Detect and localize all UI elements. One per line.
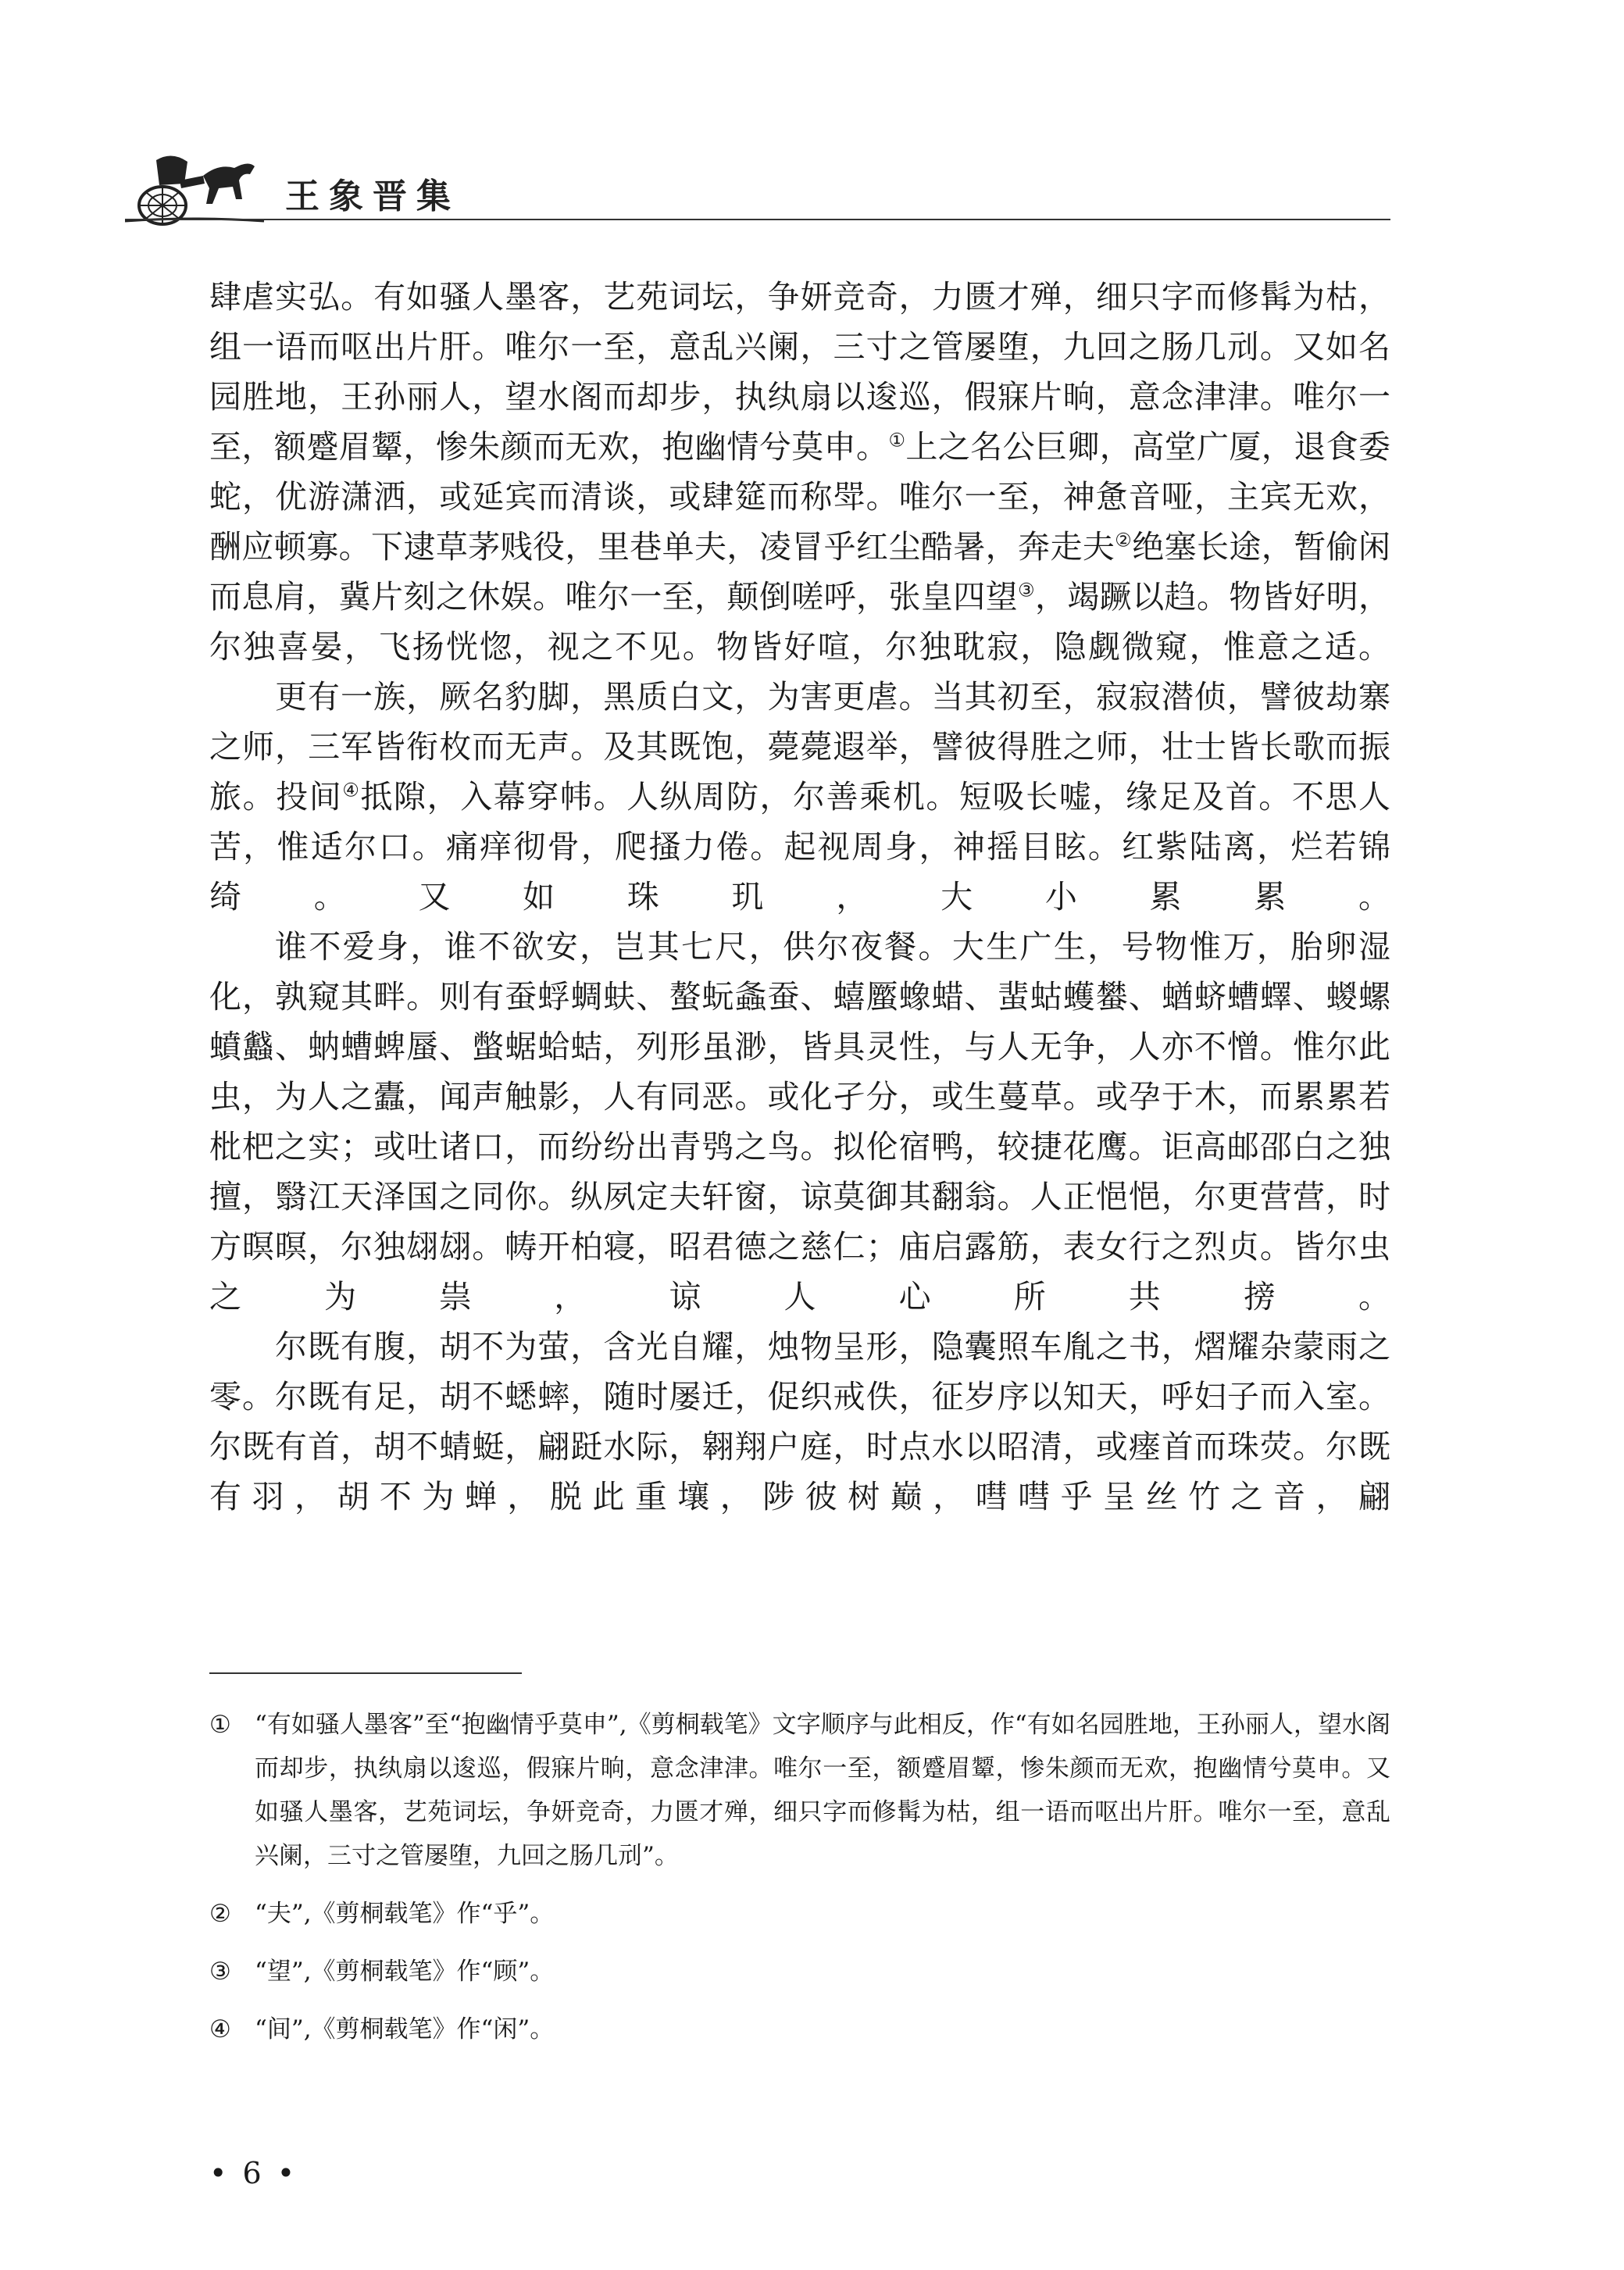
- paragraph-2: [209, 672, 1390, 922]
- footnotes: [209, 1703, 1390, 2065]
- footnote-text: “有如骚人墨客”至“抱幽情乎莫申”,《剪桐载笔》文字顺序与此相反，作“有如名园胜地，王孙丽人，望水阁而却步，执纨扇以逡巡，假寐片晌，意念津津。唯尔一至，额蹙眉颦，惨朱颜而无欢，抱幽情兮莫申。又如骚人墨客，艺苑词坛，争妍竞奇，力匮才殚，细只字而修髯为枯，组一语而呕出片肝。唯尔一至，意乱兴阑，三寸之管屡堕，九回之肠几刓”。: [255, 1711, 1390, 1870]
- page-number: • 6 •: [209, 2156, 298, 2190]
- horse-chariot-icon: [125, 145, 266, 230]
- footnote-rule: [209, 1672, 522, 1674]
- footnote-number: ④: [209, 2015, 231, 2043]
- footnote-number: ①: [209, 1711, 231, 1739]
- paragraph-1-text-d: ，竭蹶以趋。物皆好明，尔独喜晏，飞扬恍惚，视之不见。物皆好喧，尔独耽寂，隐觑微窥，惟意之适。: [209, 578, 1391, 666]
- paragraph-2-text: 更有一族，厥名豹脚，黑质白文，为害更虐。当其初至，寂寂潜侦，譬彼劫寨之师，三军皆衔枚而无声。及其既饱，薨薨遐举，譬彼得胜之师，壮士皆长歌而振旅。投间: [209, 678, 1390, 816]
- paragraph-4: 尔既有腹，胡不为萤，含光自耀，烛物呈形，隐囊照车胤之书，熠耀杂蒙雨之零。尔既有足，胡不蟋蟀，随时屡迁，促织戒佚，征岁序以知天，呼妇子而入室。尔既有首，胡不蜻蜓，翩跹水际，翱翔户庭，时点水以昭清，或瘗首而珠荧。尔既有羽，胡不为蝉，脱此重壤，陟彼树巅，嘒嘒乎呈丝竹之音，翩: [209, 1328, 1390, 1515]
- footnote-4: [209, 2008, 1390, 2051]
- body-text: [209, 272, 1390, 1522]
- footnote-text: “望”,《剪桐载笔》作“顾”。: [255, 1958, 555, 1986]
- paragraph-1: [209, 272, 1390, 672]
- page-header: [125, 129, 1390, 230]
- footnote-number: ③: [209, 1958, 231, 1986]
- paragraph-1-text-b: 上之名公巨卿，高堂广厦，退食委蛇，优游潇洒，或延宾而清谈，或肆筵而称斝。唯尔一至，神惫音哑，主宾无欢，酬应顿寡。下逮草茅贱役，里巷单夫，凌冒乎红尘酷暑，奔走夫: [209, 428, 1391, 566]
- header-rule: [125, 219, 1390, 220]
- paragraph-1-text-c: 绝塞长途，暂偷闲而息肩，冀片刻之休娱。唯尔一至，颠倒嗟呼，张皇四望: [209, 528, 1391, 616]
- footnote-2: [209, 1892, 1390, 1936]
- footnote-ref-3[interactable]: ③: [1018, 579, 1035, 601]
- paragraph-2-text-b: 抵隙，入幕穿帏。人纵周防，尔善乘机。短吸长嘘，缘足及首。不思人苦，惟适尔口。痛痒彻骨，爬搔力倦。起视周身，神摇目眩。红紫陆离，烂若锦绮。又如珠玑，大小累累。: [209, 778, 1391, 915]
- footnote-ref-2[interactable]: ②: [1115, 529, 1133, 551]
- footnote-number: ②: [209, 1900, 231, 1928]
- running-title: 王象晋集: [285, 177, 460, 216]
- footnote-1: [209, 1703, 1390, 1878]
- footnote-text: “夫”,《剪桐载笔》作“乎”。: [255, 1900, 555, 1928]
- footnote-ref-1[interactable]: ①: [888, 429, 906, 452]
- footnote-ref-4[interactable]: ④: [342, 779, 361, 801]
- paragraph-3: 谁不爱身，谁不欲安，岂其七尺，供尔夜餐。大生广生，号物惟万，胎卵湿化，孰窥其畔。则有蚕蜉蜩蚨、螯蚖螽蚕、蟢蟨蟓蜡、蜚蛄蠖蠜、蝤蛴螬蠌、蝬螺蟦蠽、蚋螬蜱蜃、蟞蜛蛤蛣，列形虽渺，皆具灵性，与人无争，人亦不憎。惟尔此虫，为人之蠹，闻声触影，人有同恶。或化孑分，或生蔓草。或孕于木，而累累若枇杷之实；或吐诸口，而纷纷出青鸮之鸟。拟伦宿鸭，较捷花鹰。讵高邮邵白之独擅，翳江天泽国之同你。纵夙定夫轩窗，谅莫御其翻翁。人正悒悒，尔更营营，时方暝暝，尔独翃翃。帱开柏寝，昭君德之慈仁；庙启露筋，表女行之烈贞。皆尔虫之为祟，谅人心所共搒。: [209, 928, 1390, 1315]
- paragraph-1-text: 肆虐实弘。有如骚人墨客，艺苑词坛，争妍竞奇，力匮才殚，细只字而修髯为枯，组一语而呕出片肝。唯尔一至，意乱兴阑，三寸之管屡堕，九回之肠几刓。又如名园胜地，王孙丽人，望水阁而却步，执纨扇以逡巡，假寐片晌，意念津津。唯尔一至，额蹙眉颦，惨朱颜而无欢，抱幽情兮莫申。: [209, 278, 1390, 466]
- footnote-text: “间”,《剪桐载笔》作“闲”。: [255, 2015, 555, 2043]
- footnote-3: [209, 1950, 1390, 1993]
